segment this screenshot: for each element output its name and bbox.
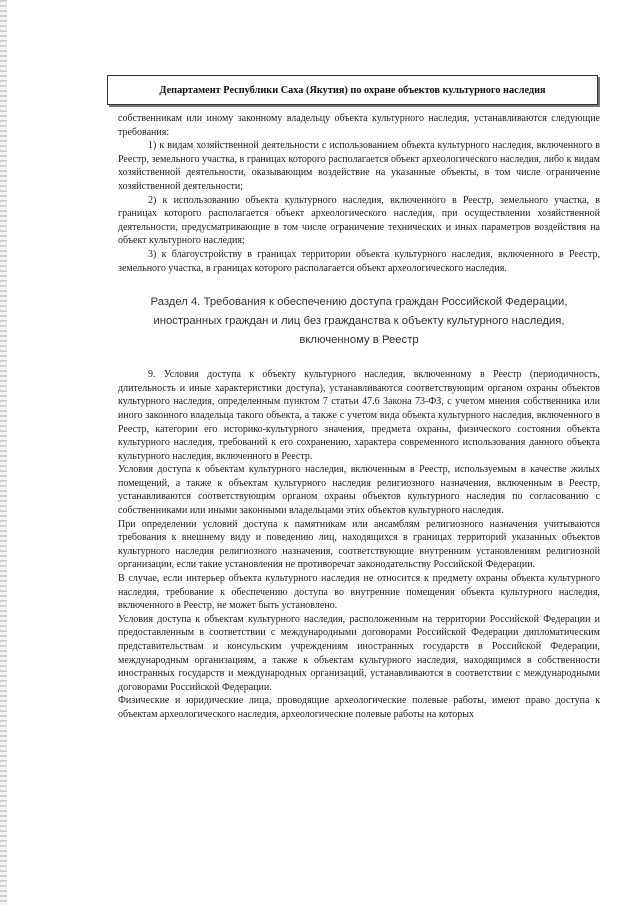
paragraph: Условия доступа к объектам культурного наследия, расположенным на территории Российской Федерации и предоставленным в соответствии с международными договорами Российской Федерации дипломатическим представительствам и консульским учреждениям иностранных государств в Российской Федерации, международным организациям, а также к объектам культурного наследия, находящимся в собственности иностранных государств и международных организаций, устанавливаются в соответствии с международными договорами Российской Федерации.	[118, 613, 600, 693]
paragraph: 9. Условия доступа к объекту культурного наследия, включенному в Реестр (периодичность, длительность и иные характеристики доступа), устанавливаются соответствующим органом охраны объектов культурного наследия, определенным пунктом 7 статьи 47.6 Закона 73-ФЗ, с учетом мнения собственника или иного законного владельца такого объекта, а также с учетом вида объекта культурного наследия, включенного в Реестр, категории его историко-культурного значения, предмета охраны, физического состояния объекта культурного наследия, требований к его сохранению, характера современного использования данного объекта культурного наследия, включенного в Реестр.	[118, 369, 600, 462]
section-title: Раздел 4. Требования к обеспечению доступа граждан Российской Федерации, иностранных граждан и лиц без гражданства к объекту культурного наследия, включенному в Реестр	[150, 296, 568, 347]
header-box	[107, 75, 598, 105]
paragraph: собственникам или иному законному владельцу объекта культурного наследия, устанавливаются следующие требования:	[118, 113, 600, 138]
paragraph: При определении условий доступа к памятникам или ансамблям религиозного назначения учитываются требования к внешнему виду и поведению лиц, находящихся в границах территорий указанных объектов культурного наследия религиозного назначения, соответствующие внутренним установлениям религиозной организации, если такие установления не противоречат законодательству Российской Федерации.	[118, 518, 600, 571]
paragraph: 3) к благоустройству в границах территории объекта культурного наследия, включенного в Реестр, земельного участка, в границах которого располагается объект археологического наследия.	[118, 248, 600, 274]
header-title: Департамент Республики Саха (Якутия) по охране объектов культурного наследия	[159, 84, 546, 96]
document-body	[118, 112, 600, 722]
paragraph: 2) к использованию объекта культурного наследия, включенного в Реестр, земельного участка, в границах которого располагается объект археологического наследия, при осуществлении хозяйственной деятельности, предусматривающие в том числе ограничение технических и иных параметров воздействия на объект культурного наследия;	[118, 194, 600, 247]
paragraph: В случае, если интерьер объекта культурного наследия не относится к предмету охраны объекта культурного наследия, требование к обеспечению доступа во внутренние помещения объекта культурного наследия, включенного в Реестр, не может быть установлено.	[118, 573, 600, 612]
paragraph: Условия доступа к объектам культурного наследия, включенным в Реестр, используемым в качестве жилых помещений, а также к объектам культурного наследия религиозного назначения, включенным в Реестр, устанавливаются соответствующим органом охраны объектов культурного наследия по согласованию с собственниками или иными законными владельцами этих объектов культурного наследия.	[118, 464, 600, 517]
paragraph: Физические и юридические лица, проводящие археологические полевые работы, имеют право доступа к объектам археологического наследия, археологические полевые работы на которых	[118, 695, 600, 720]
paragraph: 1) к видам хозяйственной деятельности с использованием объекта культурного наследия, включенного в Реестр, земельного участка, в границах которого располагается объект археологического наследия, либо к видам хозяйственной деятельности, оказывающим воздействие на указанные объекты, в том числе ограничение хозяйственной деятельности;	[118, 140, 600, 192]
